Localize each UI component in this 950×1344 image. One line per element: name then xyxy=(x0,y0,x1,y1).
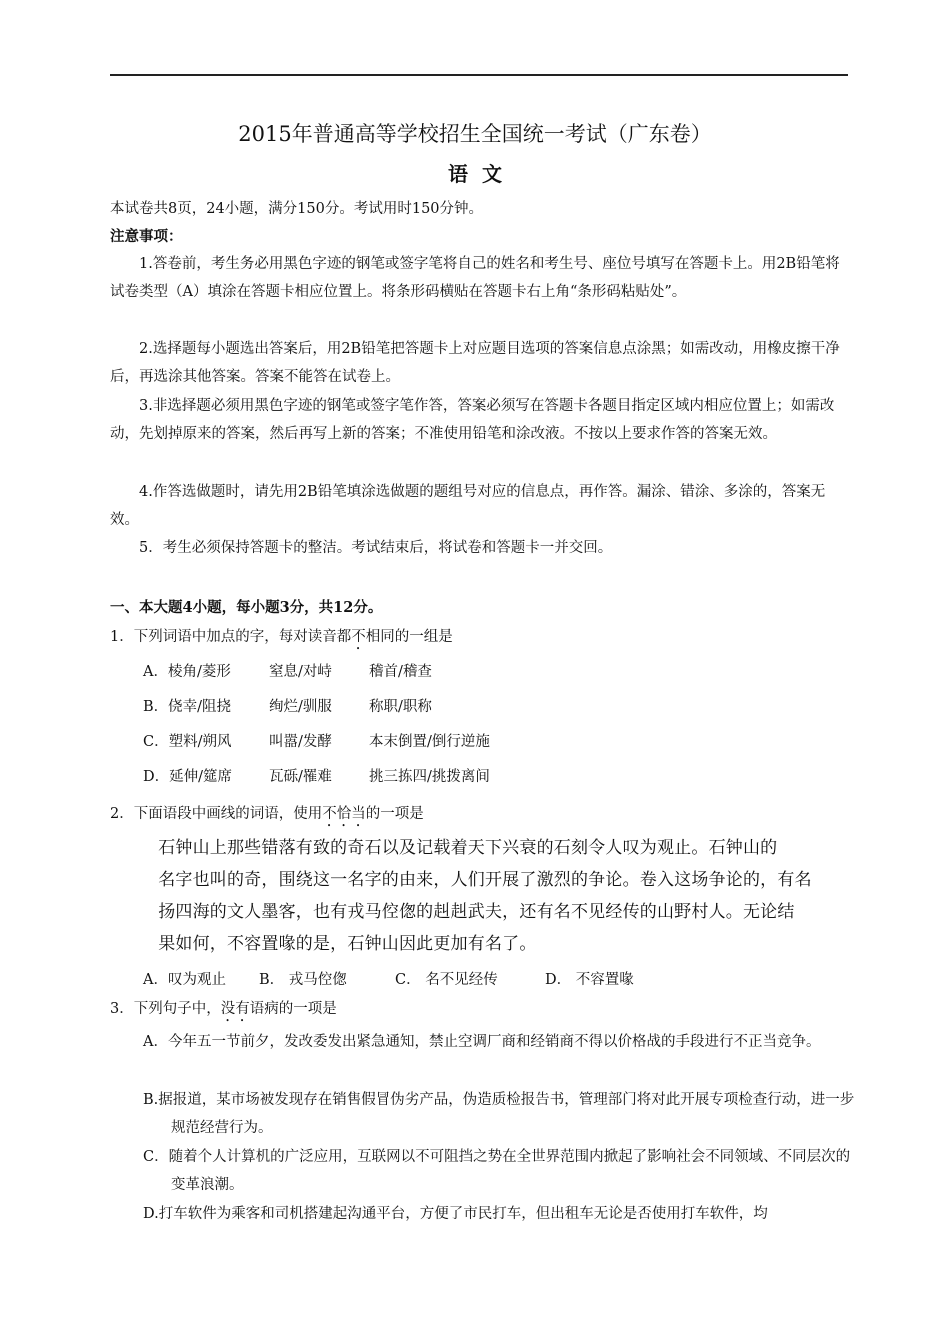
exam-title: 2015年普通高等学校招生全国统一考试（广东卷） xyxy=(238,122,712,146)
q1-option-b: B．侥幸/阻挠 绚烂/驯服 称职/职称 xyxy=(143,699,432,715)
passage-line: 果如何，不容置喙的是，石钟山因此更加有名了。 xyxy=(158,934,537,954)
exam-intro: 本试卷共8页，24小题，满分150分。考试用时150分钟。 xyxy=(110,201,484,217)
q2-option-d: D． 不容置喙 xyxy=(545,972,634,988)
q2-passage xyxy=(148,832,853,960)
q3-option-d: D.打车软件为乘客和司机搭建起沟通平台，方便了市民打车，但出租车无论是否使用打车软件，均 xyxy=(143,1206,768,1222)
notice-item-1: 1.答卷前，考生务必用黑色字迹的钢笔或签字笔将自己的姓名和考生号、座位号填写在答题卡上。用2B铅笔将试卷类型（A）填涂在答题卡相应位置上。将条形码横贴在答题卡右上角“条形码粘贴处”。 xyxy=(110,256,840,300)
q1-option-a: A．棱角/菱形 窒息/对峙 稽首/稽查 xyxy=(143,664,432,680)
q3-option-b: B.据报道，某市场被发现存在销售假冒伪劣产品，伪造质检报告书，管理部门将对此开展专项检查行动，进一步规范经营行为。 xyxy=(143,1092,855,1136)
notice-item-5: 5．考生必须保持答题卡的整洁。考试结束后，将试卷和答题卡一并交回。 xyxy=(139,540,613,556)
section1-heading: 一、本大题4小题，每小题3分，共12分。 xyxy=(110,599,383,616)
q1-stem: 1．下列词语中加点的字，每对读音都不相同的一组是 xyxy=(110,629,453,645)
subject-title: 语文 xyxy=(448,162,516,186)
q2-stem: 2．下面语段中画线的词语，使用不恰当的一项是 xyxy=(110,806,424,822)
q3-stem: 3．下列句子中，没有语病的一项是 xyxy=(110,1001,337,1017)
passage-line: 扬四海的文人墨客，也有戎马倥偬的赳赳武夫，还有名不见经传的山野村人。无论结 xyxy=(158,902,795,922)
notice-item-3: 3.非选择题必须用黑色字迹的钢笔或签字笔作答，答案必须写在答题卡各题目指定区域内相应位置上；如需改动，先划掉原来的答案，然后再写上新的答案；不准使用铅笔和涂改液。不按以上要求作答的答案无效。 xyxy=(110,398,835,442)
passage-line: 名字也叫的奇，围绕这一名字的由来，人们开展了激烈的争论。卷入这场争论的，有名 xyxy=(158,870,812,890)
q2-emphasis: 不恰当 xyxy=(322,806,366,822)
q1-option-c: C．塑料/朔风 叫嚣/发酵 本末倒置/倒行逆施 xyxy=(143,734,490,750)
passage-line: 石钟山上那些错落有致的奇石以及记载着天下兴衰的石刻令人叹为观止。石钟山的 xyxy=(158,838,778,858)
q2-option-b: B． 戎马倥偬 xyxy=(259,972,347,988)
top-rule xyxy=(110,74,848,76)
q2-options xyxy=(143,968,634,989)
q2-option-c: C． 名不见经传 xyxy=(395,972,498,988)
notice-item-4: 4.作答选做题时，请先用2B铅笔填涂选做题的题组号对应的信息点，再作答。漏涂、错涂、多涂的，答案无效。 xyxy=(110,484,826,528)
q1-emphasis: 不 xyxy=(351,629,366,645)
q3-option-c: C．随着个人计算机的广泛应用，互联网以不可阻挡之势在全世界范围内掀起了影响社会不同领域、不同层次的变革浪潮。 xyxy=(143,1149,851,1193)
q2-option-a: A．叹为观止 xyxy=(143,972,226,988)
q1-option-d: D．延伸/筵席 瓦砾/罹难 挑三拣四/挑拨离间 xyxy=(143,769,490,785)
q3-option-a: A．今年五一节前夕，发改委发出紧急通知，禁止空调厂商和经销商不得以价格战的手段进行不正当竞争。 xyxy=(143,1034,821,1050)
q3-emphasis: 没有 xyxy=(220,1001,250,1017)
notice-item-2: 2.选择题每小题选出答案后，用2B铅笔把答题卡上对应题目选项的答案信息点涂黑；如需改动，用橡皮擦干净后，再选涂其他答案。答案不能答在试卷上。 xyxy=(110,341,840,385)
notice-heading: 注意事项： xyxy=(110,228,183,245)
